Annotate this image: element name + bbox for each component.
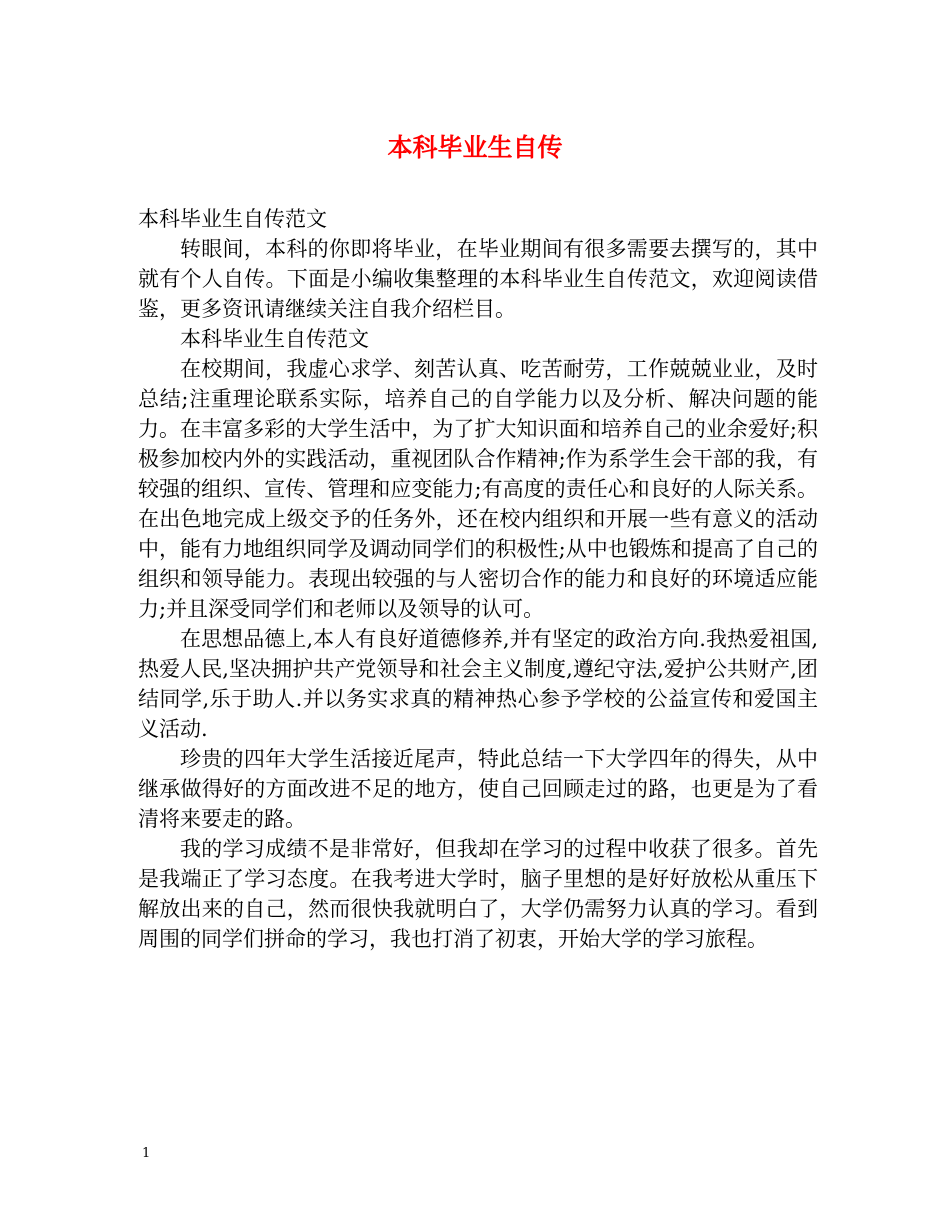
paragraph: 我的学习成绩不是非常好，但我却在学习的过程中收获了很多。首先是我端正了学习态度。在我考进大学时，脑子里想的是好好放松从重压下解放出来的自己，然而很快我就明白了，大学仍需努力认真的学习。看到周围的同学们拼命的学习，我也打消了初衷，开始大学的学习旅程。 bbox=[138, 837, 818, 951]
paragraph: 本科毕业生自传范文 bbox=[180, 327, 369, 351]
paragraph: 在思想品德上,本人有良好道德修养,并有坚定的政治方向.我热爱祖国,热爱人民,坚决拥护共产党领导和社会主义制度,遵纪守法,爱护公共财产,团结同学,乐于助人.并以务实求真的精神热心参予学校的公益宣传和爱国主义活动. bbox=[138, 627, 818, 741]
document-body bbox=[138, 204, 818, 954]
paragraph: 转眼间，本科的你即将毕业，在毕业期间有很多需要去撰写的，其中就有个人自传。下面是小编收集整理的本科毕业生自传范文，欢迎阅读借鉴，更多资讯请继续关注自我介绍栏目。 bbox=[138, 237, 818, 321]
page-number: 1 bbox=[142, 1146, 151, 1161]
paragraph: 在校期间，我虚心求学、刻苦认真、吃苦耐劳，工作兢兢业业，及时总结;注重理论联系实际，培养自己的自学能力以及分析、解决问题的能力。在丰富多彩的大学生活中，为了扩大知识面和培养自己的业余爱好;积极参加校内外的实践活动，重视团队合作精神;作为系学生会干部的我，有较强的组织、宣传、管理和应变能力;有高度的责任心和良好的人际关系。在出色地完成上级交予的任务外，还在校内组织和开展一些有意义的活动中，能有力地组织同学及调动同学们的积极性;从中也锻炼和提高了自己的组织和领导能力。表现出较强的与人密切合作的能力和良好的环境适应能力;并且深受同学们和老师以及领导的认可。 bbox=[138, 357, 818, 621]
document-title: 本科毕业生自传 bbox=[387, 133, 563, 162]
paragraph: 珍贵的四年大学生活接近尾声，特此总结一下大学四年的得失，从中继承做得好的方面改进不足的地方，使自己回顾走过的路，也更是为了看清将来要走的路。 bbox=[138, 747, 818, 831]
document-subtitle: 本科毕业生自传范文 bbox=[138, 207, 327, 231]
